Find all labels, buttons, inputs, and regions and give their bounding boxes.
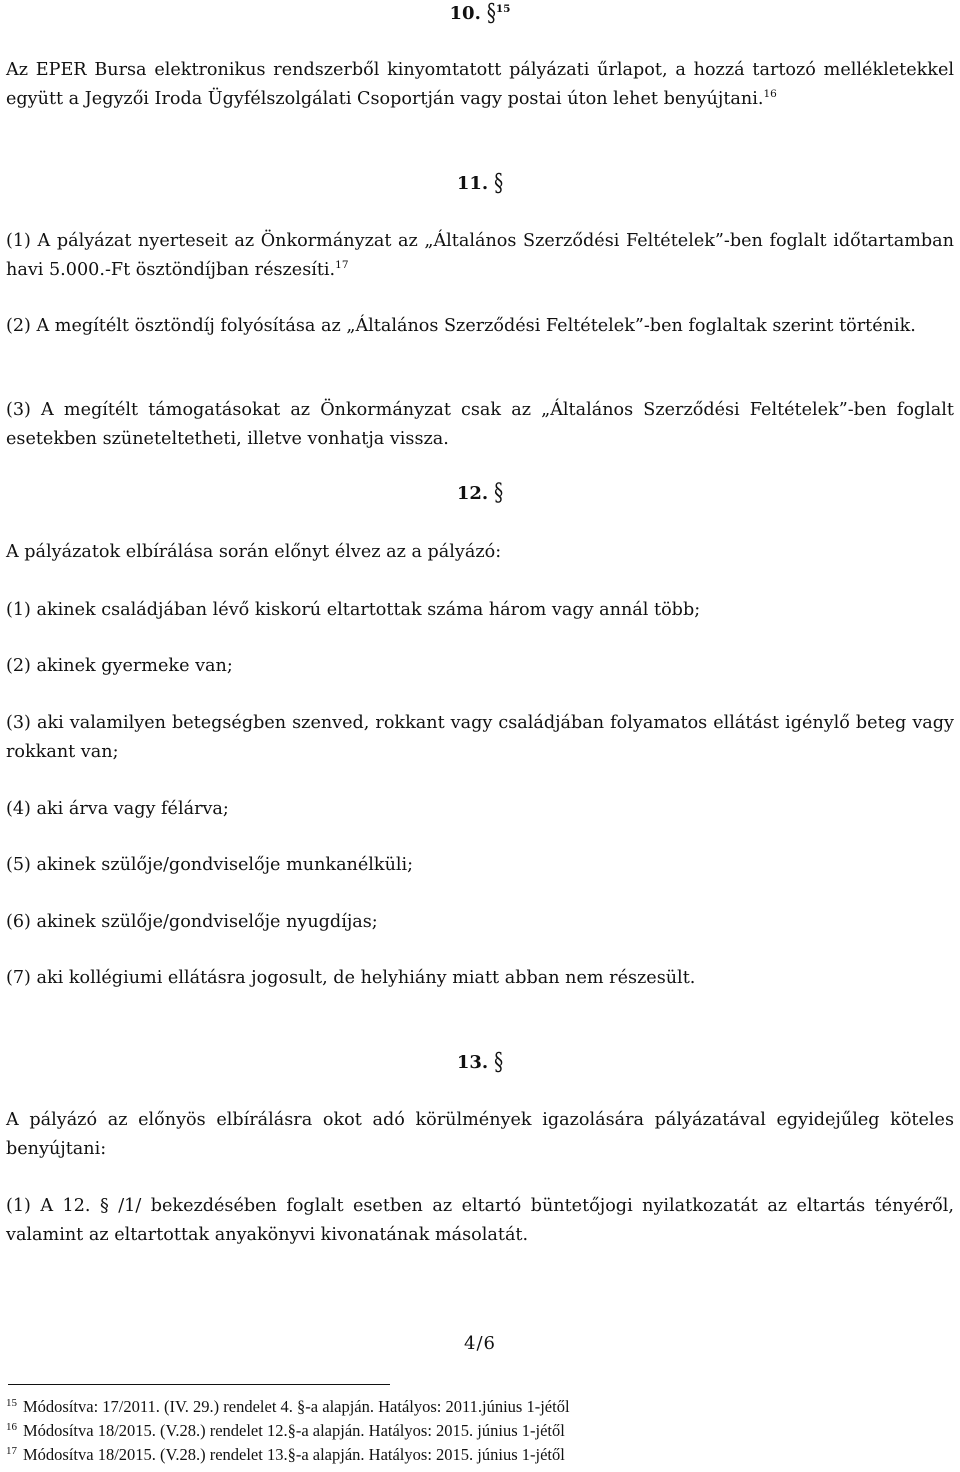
list-item-text: (3) aki valamilyen betegségben szenved, rokkant vagy családjában folyamatos ellátást igénylő beteg vagy rokkant van; [6, 713, 954, 762]
footnote-ref: 17 [335, 259, 349, 272]
footnote-number: 15 [6, 1397, 17, 1409]
section-13-item-1 [6, 1192, 954, 1250]
list-item [6, 908, 954, 937]
footnote-ref: 16 [763, 88, 777, 101]
section-12-intro [6, 538, 954, 567]
section-number: 12. [456, 483, 489, 504]
list-item-text: (2) akinek gyermeke van; [6, 656, 233, 676]
section-13-intro [6, 1106, 954, 1164]
footnote-number: 17 [6, 1445, 17, 1457]
section-number: 11. [456, 173, 489, 194]
footnote-text: Módosítva 18/2015. (V.28.) rendelet 13.§-a alapján. Hatályos: 2015. június 1-jétől [23, 1445, 565, 1464]
section-11-heading [0, 169, 960, 198]
paragraph-text: (3) A megítélt támogatásokat az Önkormányzat csak az „Általános Szerződési Feltételek”-ben foglalt esetekben szüneteltetheti, illetve vonhatja vissza. [6, 400, 954, 449]
footnote-number: 16 [6, 1421, 17, 1433]
footnote-text: Módosítva: 17/2011. (IV. 29.) rendelet 4. §-a alapján. Hatályos: 2011.június 1-jétől [23, 1397, 570, 1416]
list-item [6, 652, 954, 681]
list-item-text: (4) aki árva vagy félárva; [6, 799, 229, 819]
section-13-heading [0, 1048, 960, 1077]
section-symbol: § [494, 169, 504, 198]
section-11-paragraph-2 [6, 312, 954, 341]
section-number: 13. [456, 1052, 489, 1073]
footnote [6, 1397, 570, 1417]
paragraph-text: A pályázó az előnyös elbírálásra okot adó körülmények igazolására pályázatával egyidejűleg köteles benyújtani: [6, 1110, 954, 1159]
section-12-heading [0, 479, 960, 508]
section-11-paragraph-1 [6, 227, 954, 285]
list-item [6, 964, 954, 993]
list-item-text: (7) aki kollégiumi ellátásra jogosult, de helyhiány miatt abban nem részesült. [6, 968, 696, 988]
list-item [6, 795, 954, 824]
footnote [6, 1445, 565, 1465]
page-number: 4/6 [464, 1333, 496, 1354]
footnote-divider [8, 1384, 390, 1385]
paragraph-text: (1) A pályázat nyerteseit az Önkormányzat az „Általános Szerződési Feltételek”-ben foglalt időtartamban havi 5.000.-Ft ösztöndíjban részesíti. [6, 231, 954, 280]
section-11-paragraph-3 [6, 396, 954, 454]
list-item-text: (5) akinek szülője/gondviselője munkanélküli; [6, 855, 414, 875]
paragraph-text: Az EPER Bursa elektronikus rendszerből kinyomtatott pályázati űrlapot, a hozzá tartozó mellékletekkel együtt a Jegyzői Iroda Ügyfélszolgálati Csoportján vagy postai úton lehet benyújtani. [6, 60, 954, 109]
section-10-heading [0, 2, 960, 26]
paragraph-text: (2) A megítélt ösztöndíj folyósítása az „Általános Szerződési Feltételek”-ben foglaltak szerint történik. [6, 316, 916, 336]
list-item [6, 851, 954, 880]
section-symbol: § [494, 1048, 504, 1077]
section-number: 10. [449, 3, 481, 24]
footnote-text: Módosítva 18/2015. (V.28.) rendelet 12.§-a alapján. Hatályos: 2015. június 1-jétől [23, 1421, 565, 1440]
paragraph-text: (1) A 12. § /1/ bekezdésében foglalt esetben az eltartó büntetőjogi nyilatkozatát az eltartás tényéről, valamint az eltartottak anyakönyvi kivonatának másolatát. [6, 1196, 954, 1245]
section-symbol: § [486, 0, 496, 28]
footnote [6, 1421, 565, 1441]
paragraph-text: A pályázatok elbírálása során előnyt élvez az a pályázó: [6, 542, 502, 562]
list-item-text: (6) akinek szülője/gondviselője nyugdíjas; [6, 912, 378, 932]
section-10-paragraph [6, 56, 954, 114]
list-item [6, 709, 954, 767]
footnote-ref: 15 [495, 3, 511, 15]
list-item-text: (1) akinek családjában lévő kiskorú eltartottak száma három vagy annál több; [6, 600, 701, 620]
list-item [6, 596, 954, 625]
section-symbol: § [494, 479, 504, 508]
